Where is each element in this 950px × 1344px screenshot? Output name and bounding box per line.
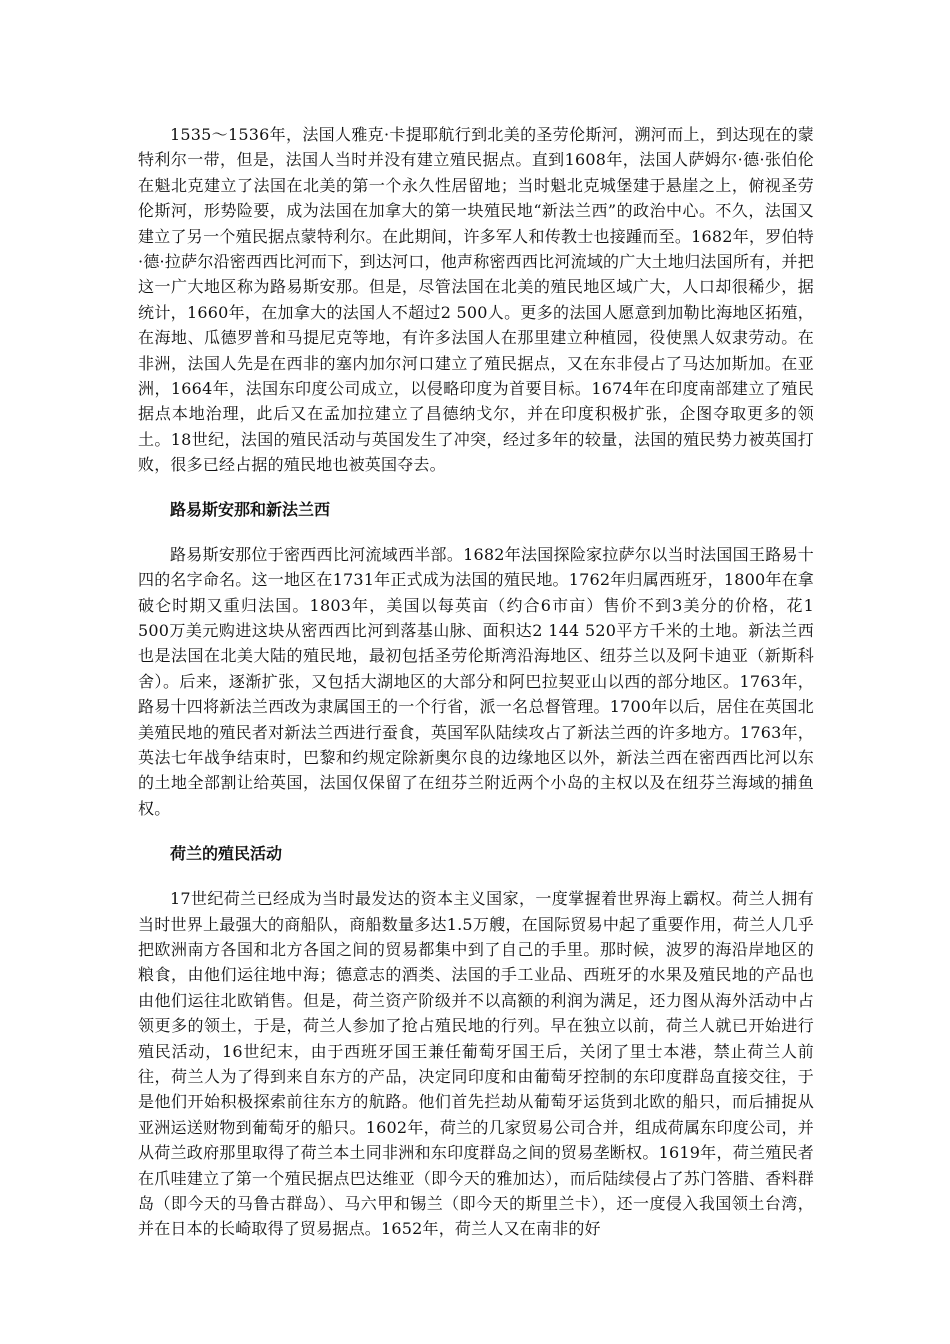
paragraph-dutch-colonial-activities: 17世纪荷兰已经成为当时最发达的资本主义国家，一度掌握着世界海上霸权。荷兰人拥有当时世界上最强大的商船队，商船数量多达1.5万艘，在国际贸易中起了重要作用，荷兰人几乎把欧洲南方各国和北方各国之间的贸易都集中到了自己的手里。那时候，波罗的海沿岸地区的粮食，由他们运往地中海；德意志的酒类、法国的手工业品、西班牙的水果及殖民地的产品也由他们运往北欧销售。但是，荷兰资产阶级并不以高额的利润为满足，还力图从海外活动中占领更多的领土，于是，荷兰人参加了抢占殖民地的行列。早在独立以前，荷兰人就已开始进行殖民活动，16世纪末，由于西班牙国王兼任葡萄牙国王后，关闭了里士本港，禁止荷兰人前往，荷兰人为了得到来自东方的产品，决定同印度和由葡萄牙控制的东印度群岛直接交往，于是他们开始积极探索前往东方的航路。他们首先拦劫从葡萄牙运货到北欧的船只，而后捕捉从亚洲运送财物到葡萄牙的船只。1602年，荷兰的几家贸易公司合并，组成荷属东印度公司，并从荷兰政府那里取得了荷兰本土同非洲和东印度群岛之间的贸易垄断权。1619年，荷兰殖民者在爪哇建立了第一个殖民据点巴达维亚（即今天的雅加达），而后陆续侵占了苏门答腊、香料群岛（即今天的马鲁古群岛）、马六甲和锡兰（即今天的斯里兰卡），还一度侵入我国领土台湾，并在日本的长崎取得了贸易据点。1652年，荷兰人又在南非的好 bbox=[138, 889, 814, 1239]
paragraph-louisiana-new-france: 路易斯安那位于密西西比河流域西半部。1682年法国探险家拉萨尔以当时法国国王路易十四的名字命名。这一地区在1731年正式成为法国的殖民地。1762年归属西班牙，1800年在拿破仑时期又重归法国。1803年，美国以每英亩（约合6市亩）售价不到3美分的价格，花1 500万美元购进这块从密西西比河到落基山脉、面积达2 144 520平方千米的土地。新法兰西也是法国在北美大陆的殖民地，最初包括圣劳伦斯湾沿海地区、纽芬兰以及阿卡迪亚（新斯科舍）。后来，逐渐扩张，又包括大湖地区的大部分和阿巴拉契亚山以西的部分地区。1763年，路易十四将新法兰西改为隶属国王的一个行省，派一名总督管理。1700年以后，居住在英国北美殖民地的殖民者对新法兰西进行蚕食，英国军队陆续攻占了新法兰西的许多地方。1763年，英法七年战争结束时，巴黎和约规定除新奥尔良的边缘地区以外，新法兰西在密西西比河以东的土地全部割让给英国，法国仅保留了在纽芬兰附近两个小岛的主权以及在纽芬兰海域的捕鱼权。 bbox=[138, 544, 814, 818]
document-page bbox=[138, 122, 814, 1242]
section-heading-louisiana-new-france: 路易斯安那和新法兰西 bbox=[170, 499, 331, 519]
paragraph-french-colonial-activities: 1535～1536年，法国人雅克·卡提耶航行到北美的圣劳伦斯河，溯河而上，到达现在的蒙特利尔一带，但是，法国人当时并没有建立殖民据点。直到1608年，法国人萨姆尔·德·张伯伦在魁北克建立了法国在北美的第一个永久性居留地；当时魁北克城堡建于悬崖之上，俯视圣劳伦斯河，形势险要，成为法国在加拿大的第一块殖民地“新法兰西”的政治中心。不久，法国又建立了另一个殖民据点蒙特利尔。在此期间，许多军人和传教士也接踵而至。1682年，罗伯特·德·拉萨尔沿密西西比河而下，到达河口，他声称密西西比河流域的广大土地归法国所有，并把这一广大地区称为路易斯安那。但是，尽管法国在北美的殖民地区域广大，人口却很稀少，据统计，1660年，在加拿大的法国人不超过2 500人。更多的法国人愿意到加勒比海地区拓殖，在海地、瓜德罗普和马提尼克等地，有许多法国人在那里建立种植园，役使黑人奴隶劳动。在非洲，法国人先是在西非的塞内加尔河口建立了殖民据点，又在东非侵占了马达加斯加。在亚洲，1664年，法国东印度公司成立，以侵略印度为首要目标。1674年在印度南部建立了殖民据点本地治理，此后又在孟加拉建立了昌德纳戈尔，并在印度积极扩张，企图夺取更多的领土。18世纪，法国的殖民活动与英国发生了冲突，经过多年的较量，法国的殖民势力被英国打败，很多已经占据的殖民地也被英国夺去。 bbox=[138, 125, 814, 475]
section-heading-dutch-colonial-activities: 荷兰的殖民活动 bbox=[170, 844, 283, 864]
